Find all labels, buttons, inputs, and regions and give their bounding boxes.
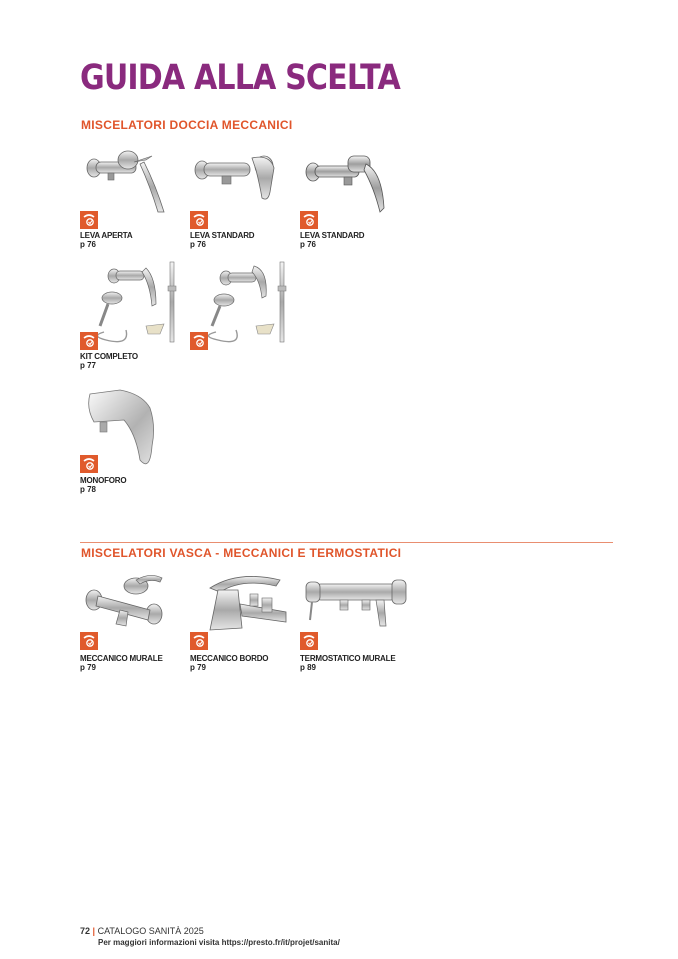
product-card[interactable] [190,568,295,676]
product-card[interactable] [300,146,405,254]
product-name: MECCANICO BORDO [190,654,269,663]
footer-separator: | [92,926,96,936]
product-page: p 76 [300,240,317,249]
footer-catalog [80,926,204,936]
product-page: p 79 [190,663,207,672]
product-card[interactable] [80,570,185,678]
catalog-name: CATALOGO SANITÀ 2025 [97,926,204,936]
product-name: KIT COMPLETO [80,352,138,361]
section-divider [80,542,613,543]
section-heading-vasca: MISCELATORI VASCA - MECCANICI E TERMOSTATICI [81,546,402,560]
shower-icon [80,332,98,350]
product-card[interactable] [80,386,185,494]
page-title: GUIDA ALLA SCELTA [80,58,400,98]
shower-icon [80,211,98,229]
product-name: LEVA APERTA [80,231,133,240]
section-heading-doccia: MISCELATORI DOCCIA MECCANICI [81,118,293,132]
product-page: p 77 [80,361,97,370]
mixer-photo [80,386,170,466]
shower-icon [190,211,208,229]
shower-icon [80,455,98,473]
shower-icon [300,211,318,229]
product-card[interactable] [190,260,295,368]
bath-icon [80,632,98,650]
product-page: p 76 [190,240,207,249]
thermostatic-mixer-photo [300,570,410,636]
product-card[interactable] [190,146,295,254]
bath-icon [190,632,208,650]
bath-icon [300,632,318,650]
shower-icon [190,332,208,350]
product-card[interactable] [300,570,405,678]
product-card[interactable] [80,146,185,254]
page-number: 72 [80,926,91,936]
product-card[interactable] [80,260,185,368]
product-page: p 79 [80,663,97,672]
product-name: MONOFORO [80,476,127,485]
product-name: TERMOSTATICO MURALE [300,654,396,663]
product-page: p 89 [300,663,317,672]
product-name: LEVA STANDARD [300,231,365,240]
product-name: MECCANICO MURALE [80,654,163,663]
bath-mixer-photo [80,570,170,636]
product-page: p 76 [80,240,97,249]
product-page: p 78 [80,485,97,494]
bath-mixer-photo [190,568,290,638]
footer-info-link[interactable]: Per maggiori informazioni visita https://presto.fr/it/projet/sanita/ [98,938,340,947]
product-name: LEVA STANDARD [190,231,255,240]
